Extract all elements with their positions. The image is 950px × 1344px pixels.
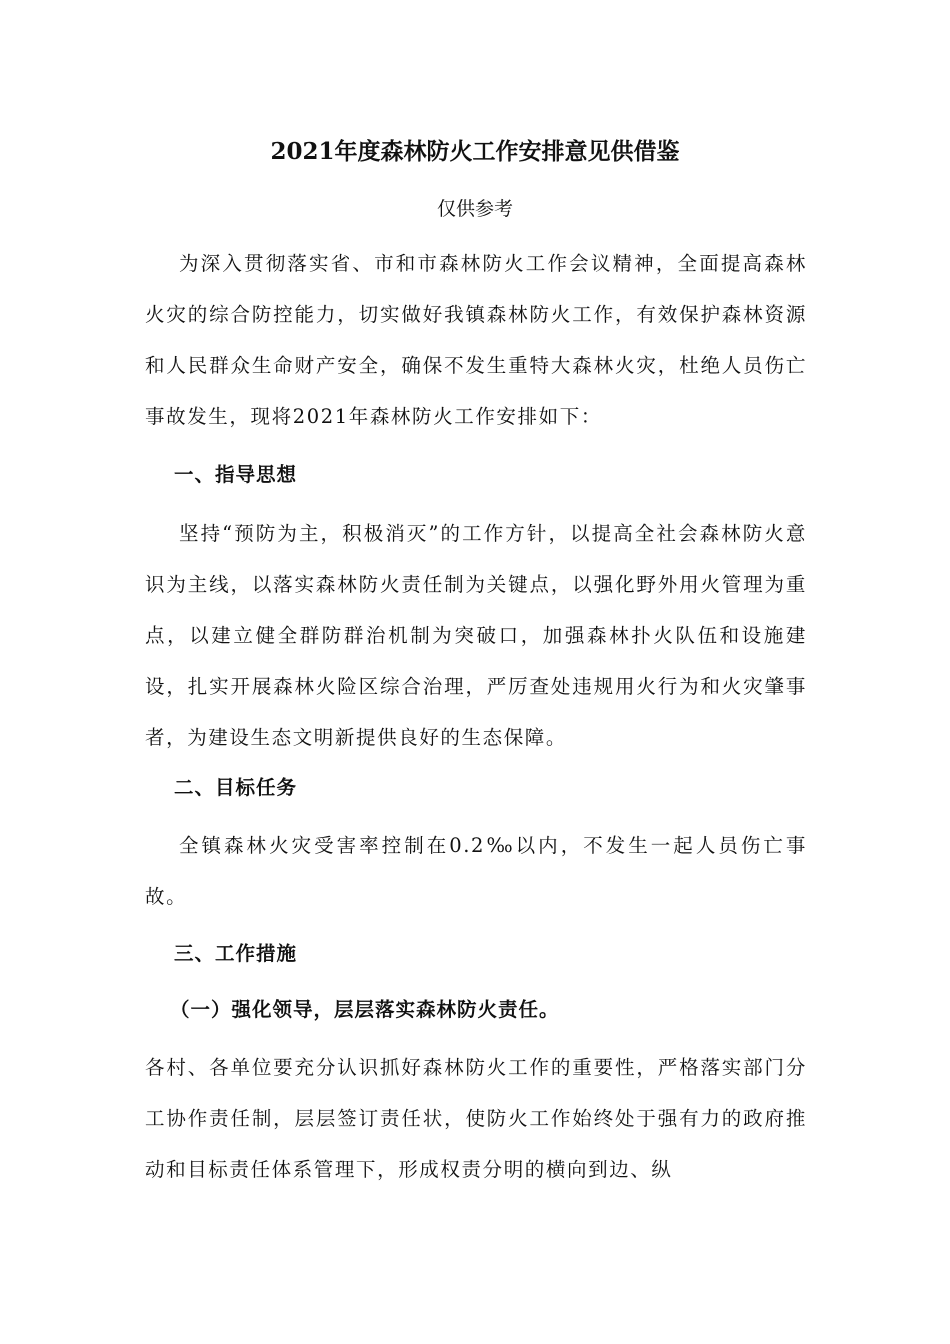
measures-paragraph-1: 各村、各单位要充分认识抓好森林防火工作的重要性，严格落实部门分工协作责任制，层层签订责任状，使防火工作始终处于强有力的政府推动和目标责任体系管理下，形成权责分明的横向到边、纵 <box>145 1056 807 1181</box>
section-heading-measures: 三、工作措施 <box>174 942 298 965</box>
section-heading-guiding-thought: 一、指导思想 <box>174 463 298 486</box>
section-heading-targets: 二、目标任务 <box>174 776 298 799</box>
document-subtitle: 仅供参考 <box>436 198 513 220</box>
measures-subheading-1: （一）强化领导，层层落实森林防火责任。 <box>170 998 560 1021</box>
guiding-thought-paragraph: 坚持“预防为主，积极消灭”的工作方针，以提高全社会森林防火意识为主线，以落实森林防火责任制为关键点，以强化野外用火管理为重点，以建立健全群防群治机制为突破口，加强森林扑火队伍和设施建设，扎实开展森林火险区综合治理，严厉查处违规用火行为和火灾肇事者，为建设生态文明新提供良好的生态保障。 <box>145 522 807 749</box>
intro-paragraph: 为深入贯彻落实省、市和市森林防火工作会议精神，全面提高森林火灾的综合防控能力，切实做好我镇森林防火工作，有效保护森林资源和人民群众生命财产安全，确保不发生重特大森林火灾，杜绝人员伤亡事故发生，现将2021年森林防火工作安排如下： <box>145 252 807 428</box>
targets-paragraph: 全镇森林火灾受害率控制在0.2‰以内，不发生一起人员伤亡事故。 <box>145 834 807 908</box>
document-title: 2021年度森林防火工作安排意见供借鉴 <box>270 138 680 165</box>
